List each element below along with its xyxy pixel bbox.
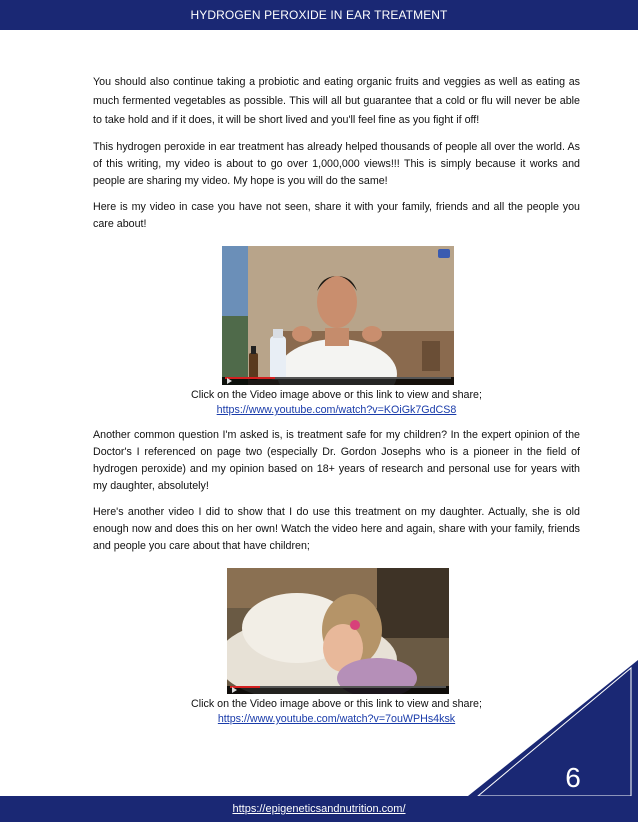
footer-website-link[interactable]: https://epigeneticsandnutrition.com/ — [232, 803, 406, 815]
paragraph-helped-thousands: This hydrogen peroxide in ear treatment has already helped thousands of people all over the world. As of this writing, my video is about to go over 1,000,000 views!!! This is simply because it works and people are sharing my video. My hope is you will do the same! — [93, 141, 580, 187]
paragraph-probiotic: You should also continue taking a probiotic and eating organic fruits and veggies as well as eating as much fermented vegetables as possible. This will all but guarantee that a cold or flu will never be able to take hold and if it does, it will be short lived and you'll feel fine as you fight if off! — [93, 76, 580, 126]
paragraph-daughter-video: Here's another video I did to show that I do use this treatment on my daughter. Actually, she is old enough now and does this on her own! Watch the video here and again, share with your family, friends and people you care about that have children; — [93, 506, 580, 552]
paragraph-safe-for-children: Another common question I'm asked is, is treatment safe for my children? In the expert opinion of the Doctor's I referenced on page two (especially Dr. Gordon Josephs who is a pioneer in the field of hydrogen peroxide) and my opinion based on 18+ years of research and personal use for years with my daughter, absolutely! — [93, 429, 580, 492]
document-title: HYDROGEN PEROXIDE IN EAR TREATMENT — [190, 8, 448, 22]
video-caption-text: Click on the Video image above or this link to view and share; — [191, 698, 482, 710]
footer-bar — [0, 796, 638, 822]
video-link-2[interactable]: https://www.youtube.com/watch?v=7ouWPHs4ksk — [217, 713, 456, 725]
video-caption-text: Click on the Video image above or this link to view and share; — [191, 389, 482, 401]
paragraph-share-video: Here is my video in case you have not seen, share it with your family, friends and all the people you care about! — [93, 201, 580, 230]
page-number: 6 — [565, 762, 581, 793]
video-link-1[interactable]: https://www.youtube.com/watch?v=KOiGk7GdCS8 — [216, 404, 457, 416]
